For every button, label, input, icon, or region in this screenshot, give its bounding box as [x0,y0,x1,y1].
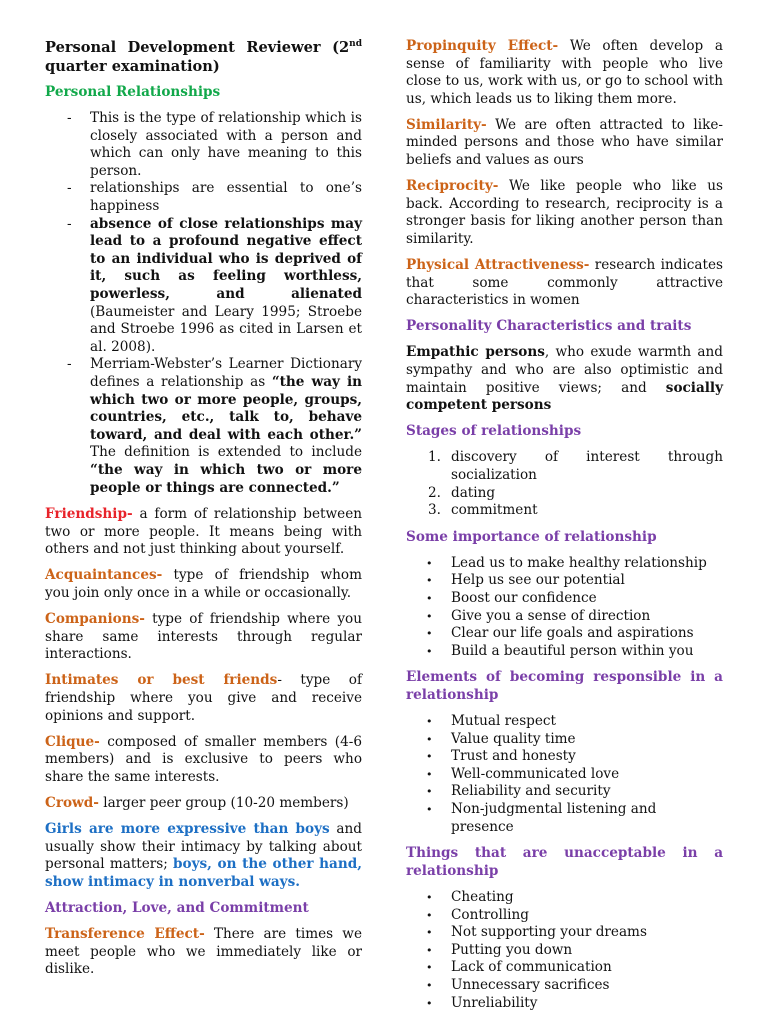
list-item: • Lead us to make healthy relationship [426,554,707,571]
list-item: • Trust and honesty [426,748,576,765]
list-item: 3. commitment [428,502,538,519]
list-item: • Not supporting your dreams [426,924,647,941]
list-item: • Clear our life goals and aspirations [426,625,694,642]
list-item: • Putting you down [426,941,573,958]
relationship-bullets [45,110,362,497]
term-similarity: Similarity- We are often attracted to like-minded persons and those who have similar beliefs and values as ours [406,116,723,169]
term-friendship: Friendship- a form of relationship between two or more people. It means being with others and not just thinking about yourself. [45,506,362,558]
list-item: - absence of close relationships may lead to a profound negative effect to an individual who is deprived of it, such as feeling worthless, powerless, and alienated (Baumeister and Leary 1995; Stroebe and Stroebe 1996 as cited in Larsen et al. 2008). [67,215,362,355]
list-item: - relationships are essential to one’s happiness [67,180,362,215]
right-column [406,38,723,1021]
elements-list [406,713,723,836]
unacceptable-list [406,889,723,1012]
term-physical-attractiveness: Physical Attractiveness- research indicates that some commonly attractive characteristics in women [406,257,724,309]
term-acquaintances: Acquaintances- type of friendship whom you join only once in a while or occasionally. [45,567,362,602]
list-item: • Mutual respect [426,713,557,730]
empathic-paragraph: Empathic persons, who exude warmth and sympathy and who are also optimistic and maintain positive views; and socially competent persons [406,344,723,414]
list-item: 1. discovery of interest through socialization [428,449,723,483]
section-heading-personal-relationships: Personal Relationships [45,84,221,100]
list-item: • Unreliability [426,994,538,1011]
list-item: • Help us see our potential [426,572,625,589]
section-heading-personality: Personality Characteristics and traits [406,318,692,335]
gender-intimacy-paragraph: Girls are more expressive than boys and usually show their intimacy by talking about personal matters; boys, on the other hand, show intimacy in nonverbal ways. [45,821,362,890]
section-heading-stages: Stages of relationships [406,423,582,440]
term-transference: Transference Effect- There are times we meet people who we immediately like or dislike. [45,926,362,978]
section-heading-unacceptable: Things that are unacceptable in a relationship [406,845,723,879]
list-item: • Well-communicated love [426,765,620,782]
section-heading-importance: Some importance of relationship [406,528,657,545]
section-heading-elements: Elements of becoming responsible in a relationship [406,669,723,703]
term-clique: Clique- composed of smaller members (4-6 members) and is exclusive to peers who share the same interests. [45,733,362,785]
list-item: • Cheating [426,888,514,905]
list-item: - Merriam-Webster’s Learner Dictionary defines a relationship as “the way in which two or more people, groups, countries, etc., talk to, behave toward, and deal with each other.” The definition is extended to include “the way in which two or more people or things are connected.” [67,356,362,496]
term-intimates: Intimates or best friends- type of friendship where you give and receive opinions and support. [45,672,362,724]
list-item: • Reliability and security [426,783,611,800]
document-title: Personal Development Reviewer (2nd quarter examination) [45,39,362,75]
importance-list [406,555,723,661]
stages-list [406,449,723,519]
left-column [45,38,362,987]
list-item: - This is the type of relationship which is closely associated with a person and which can only have meaning to this person. [67,110,362,179]
list-item: • Non-judgmental listening and presence [426,801,657,835]
list-item: 2. dating [428,484,496,501]
list-item: • Controlling [426,906,529,923]
section-heading-attraction: Attraction, Love, and Commitment [45,899,309,916]
term-companions: Companions- type of friendship where you share same interests through regular interactions. [45,611,362,663]
term-reciprocity: Reciprocity- We like people who like us back. According to research, reciprocity is a stronger basis for liking another person than similarity. [406,178,723,247]
list-item: • Unnecessary sacrifices [426,976,610,993]
list-item: • Give you a sense of direction [426,607,651,624]
list-item: • Value quality time [426,730,576,747]
term-crowd: Crowd- larger peer group (10-20 members) [45,794,349,811]
list-item: • Lack of communication [426,959,612,976]
term-propinquity: Propinquity Effect- We often develop a sense of familiarity with people who live close to us, work with us, or go to school with us, which leads us to liking them more. [406,38,723,107]
list-item: • Boost our confidence [426,590,597,607]
list-item: • Build a beautiful person within you [426,642,694,659]
